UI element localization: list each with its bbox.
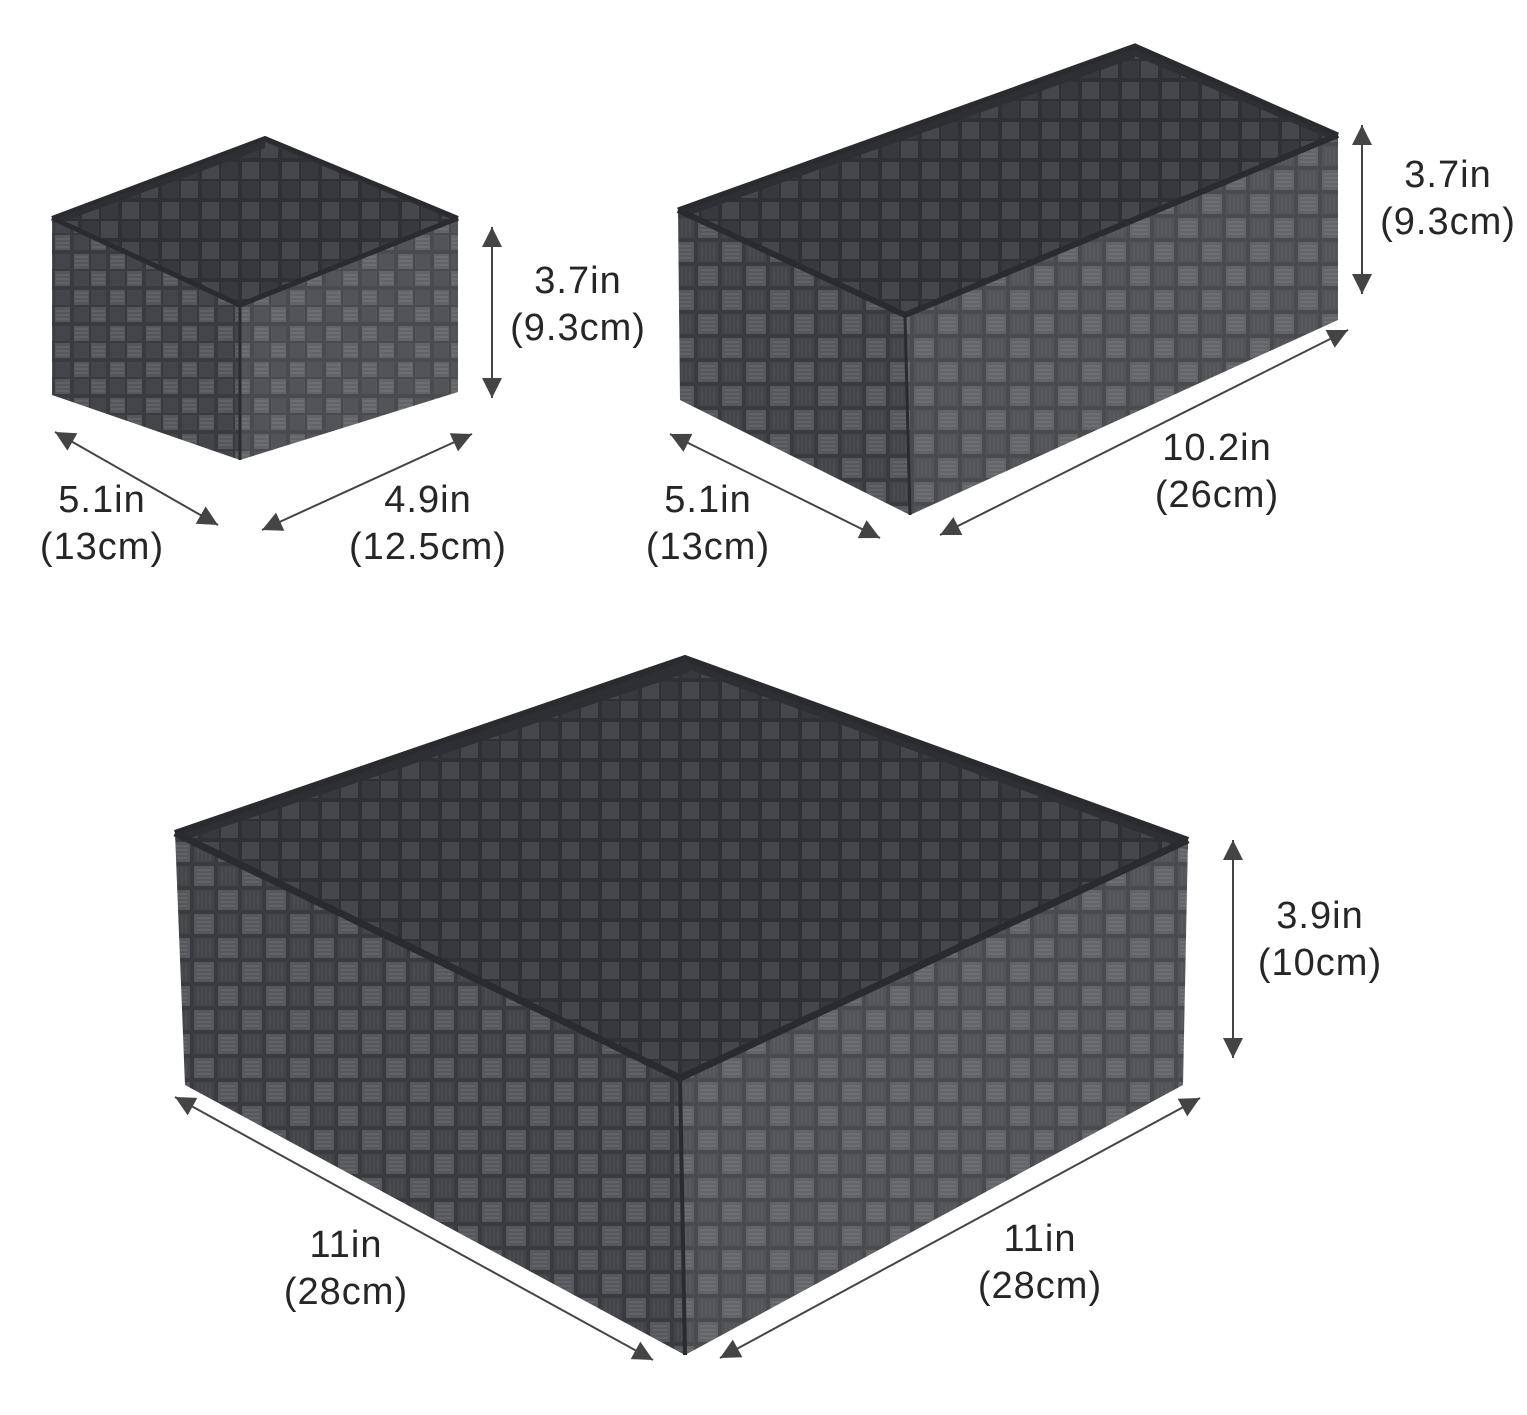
rect-height-label: [1368, 152, 1527, 246]
small-width-in: 5.1in: [58, 479, 146, 521]
rect-height-cm: (9.3cm): [1380, 201, 1516, 243]
large-height-in: 3.9in: [1276, 895, 1364, 937]
large-height-cm: (10cm): [1257, 942, 1383, 984]
small-depth-cm: (12.5cm): [349, 526, 507, 568]
rect-height-in: 3.7in: [1404, 154, 1492, 196]
rect-length-cm: (26cm): [1154, 474, 1280, 516]
rect-length-label: [1137, 425, 1297, 519]
small-height-label: [498, 258, 658, 352]
rect-length-in: 10.2in: [1162, 427, 1272, 469]
rect-width-cm: (13cm): [645, 526, 771, 568]
large-width-label: [266, 1222, 426, 1316]
small-depth-in: 4.9in: [384, 479, 472, 521]
small-height-cm: (9.3cm): [510, 307, 646, 349]
large-length-cm: (28cm): [977, 1265, 1103, 1307]
large-length-in: 11in: [1003, 1218, 1077, 1260]
large-width-cm: (28cm): [283, 1271, 409, 1313]
small-height-in: 3.7in: [534, 260, 622, 302]
small-depth-label: [328, 477, 528, 571]
large-length-label: [960, 1216, 1120, 1310]
large-height-label: [1240, 893, 1400, 987]
small-width-cm: (13cm): [39, 526, 165, 568]
rect-width-label: [628, 477, 788, 571]
large-width-in: 11in: [309, 1224, 383, 1266]
small-width-label: [22, 477, 182, 571]
woven-basket-small-icon: [52, 138, 458, 460]
rect-width-in: 5.1in: [664, 479, 752, 521]
